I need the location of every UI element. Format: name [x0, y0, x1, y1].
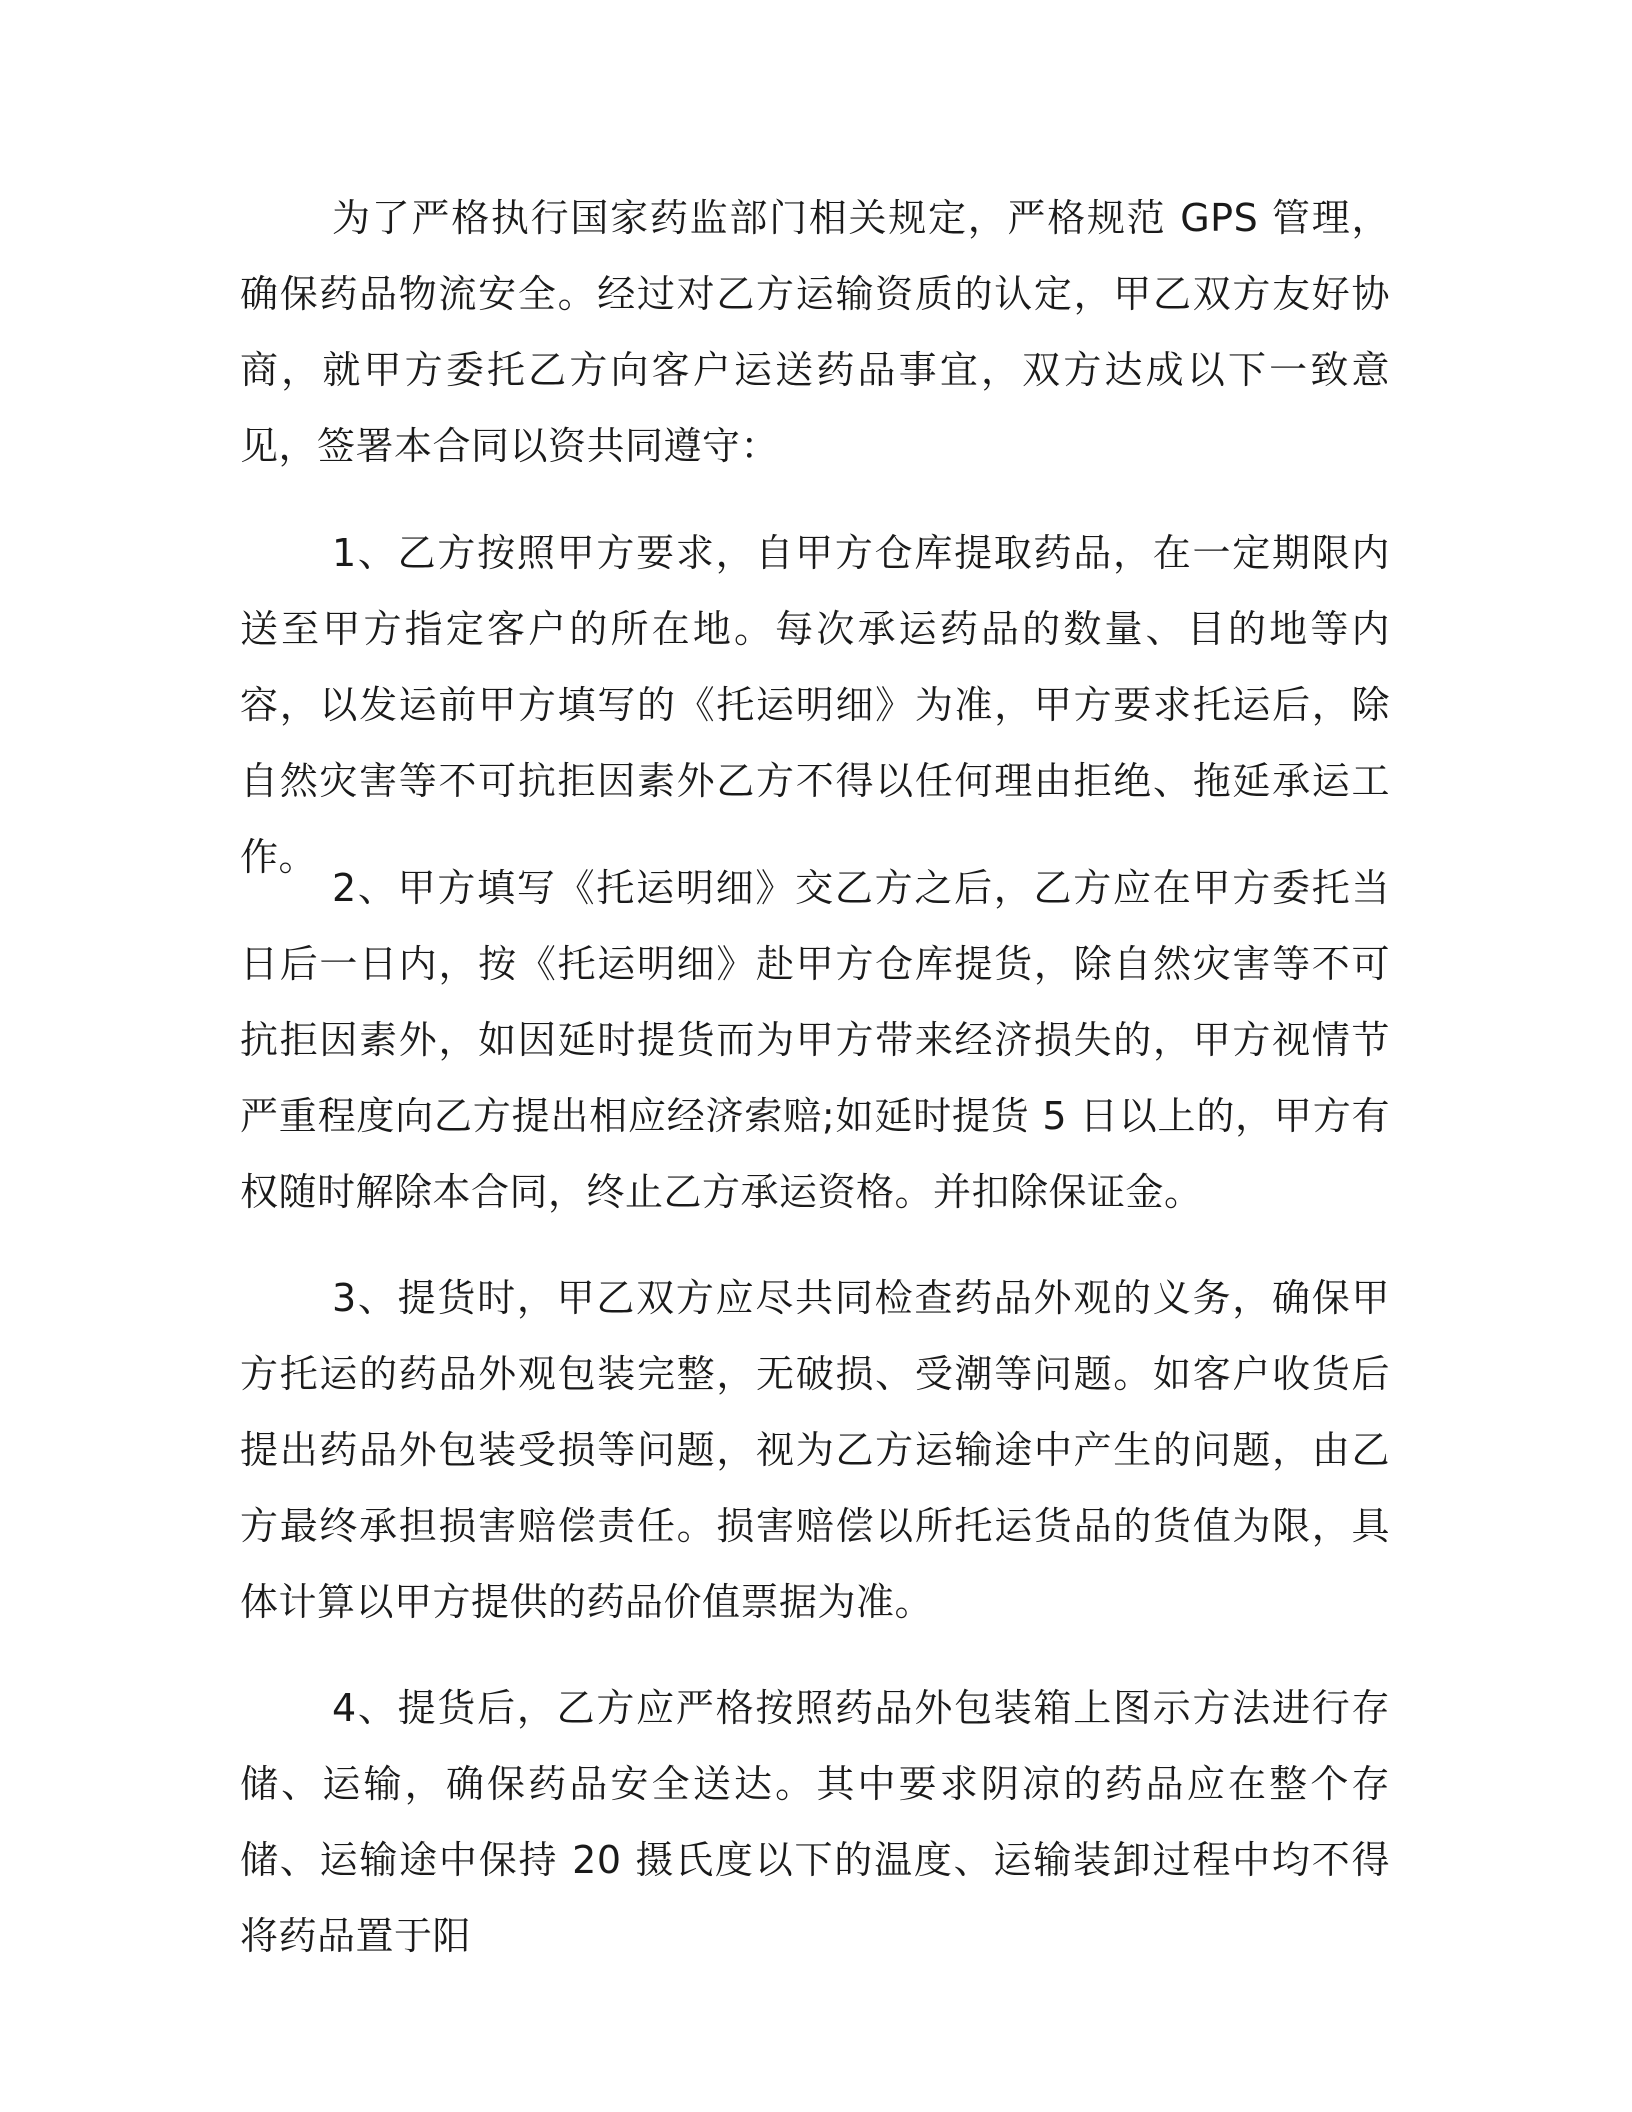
- paragraph-clause-2: 2、甲方填写《托运明细》交乙方之后，乙方应在甲方委托当日后一日内，按《托运明细》赴甲方仓库提货，除自然灾害等不可抗拒因素外，如因延时提货而为甲方带来经济损失的，甲方视情节严重程度向乙方提出相应经济索赔;如延时提货 5 日以上的，甲方有权随时解除本合同，终止乙方承运资格。并扣除保证金。: [240, 866, 1390, 1214]
- paragraph-intro: 为了严格执行国家药监部门相关规定，严格规范 GPS 管理，确保药品物流安全。经过对乙方运输资质的认定，甲乙双方友好协商，就甲方委托乙方向客户运送药品事宜，双方达成以下一致意见，签署本合同以资共同遵守：: [240, 196, 1390, 468]
- paragraph-clause-1: 1、乙方按照甲方要求，自甲方仓库提取药品，在一定期限内送至甲方指定客户的所在地。每次承运药品的数量、目的地等内容，以发运前甲方填写的《托运明细》为准，甲方要求托运后，除自然灾害等不可抗拒因素外乙方不得以任何理由拒绝、拖延承运工作。: [240, 531, 1390, 879]
- paragraph-clause-4: 4、提货后，乙方应严格按照药品外包装箱上图示方法进行存储、运输，确保药品安全送达。其中要求阴凉的药品应在整个存储、运输途中保持 20 摄氏度以下的温度、运输装卸过程中均不得将药品置于阳: [240, 1686, 1390, 1958]
- paragraph-clause-3: 3、提货时，甲乙双方应尽共同检查药品外观的义务，确保甲方托运的药品外观包装完整，无破损、受潮等问题。如客户收货后提出药品外包装受损等问题，视为乙方运输途中产生的问题，由乙方最终承担损害赔偿责任。损害赔偿以所托运货品的货值为限，具体计算以甲方提供的药品价值票据为准。: [240, 1276, 1390, 1624]
